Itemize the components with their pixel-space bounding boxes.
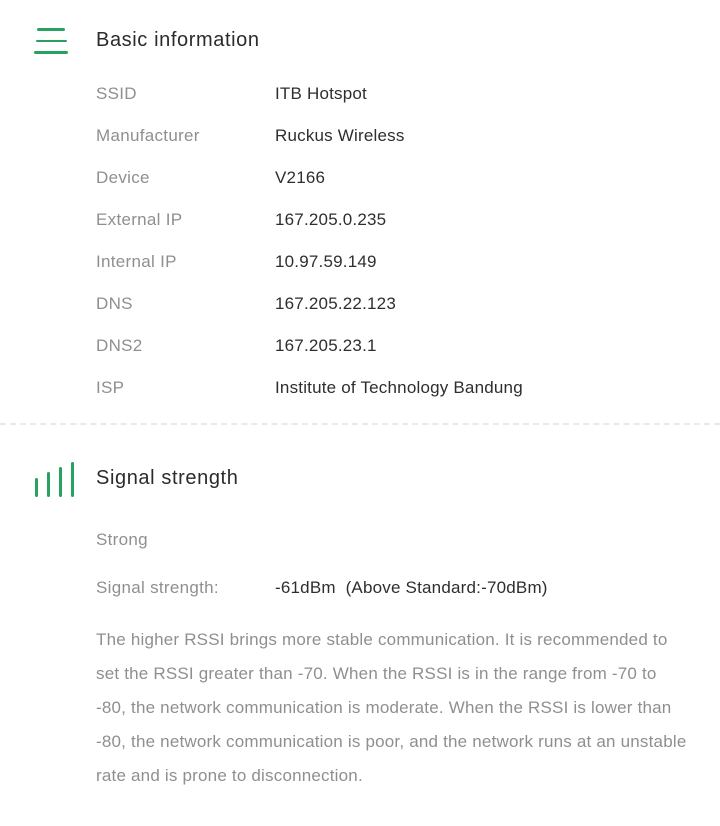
- signal-status: Strong: [96, 529, 148, 549]
- info-value: 167.205.22.123: [275, 293, 396, 313]
- info-label: SSID: [96, 83, 137, 103]
- info-label: ISP: [96, 377, 125, 397]
- icon-line: [36, 40, 67, 43]
- basic-info-title: Basic information: [96, 29, 260, 52]
- signal-strength-header: [0, 461, 720, 497]
- icon-line: [34, 51, 68, 54]
- icon-bar: [47, 472, 50, 497]
- info-value: ITB Hotspot: [275, 83, 367, 103]
- info-value: 10.97.59.149: [275, 251, 377, 271]
- info-row-isp: [96, 367, 720, 409]
- info-row-internal-ip: [96, 241, 720, 283]
- info-row-ssid: [96, 73, 720, 115]
- info-row-manufacturer: [96, 115, 720, 157]
- info-label: DNS: [96, 293, 133, 313]
- basic-info-rows: [96, 73, 720, 409]
- info-label: Internal IP: [96, 251, 177, 271]
- info-row-dns2: [96, 325, 720, 367]
- info-row-dns: [96, 283, 720, 325]
- info-value: Institute of Technology Bandung: [275, 377, 523, 397]
- info-row-device: [96, 157, 720, 199]
- signal-strength-title: Signal strength: [96, 467, 239, 489]
- info-label: DNS2: [96, 335, 143, 355]
- icon-line: [37, 28, 65, 31]
- info-row-external-ip: [96, 199, 720, 241]
- signal-strength-label: Signal strength:: [96, 577, 219, 597]
- info-value: Ruckus Wireless: [275, 125, 405, 145]
- signal-strength-value: -61dBm (Above Standard:-70dBm): [275, 577, 548, 597]
- signal-strength-section: [0, 461, 720, 793]
- info-value: V2166: [275, 167, 326, 187]
- info-value: 167.205.0.235: [275, 209, 387, 229]
- info-label: Device: [96, 167, 150, 187]
- signal-bars-icon: [35, 461, 75, 497]
- section-divider: [0, 423, 720, 425]
- basic-info-section: [0, 0, 720, 409]
- rssi-description: The higher RSSI brings more stable communication. It is recommended to set the RSSI greater than -70. When the RSSI is in the range from -70 to -80, the network communication is moderate. When the RSSI is lower than -80, the network communication is poor, and the network runs at an unstable rate and is prone to disconnection.: [96, 629, 687, 785]
- list-lines-icon: [33, 28, 69, 54]
- icon-bar: [59, 467, 62, 497]
- icon-bar: [71, 462, 74, 497]
- basic-info-header: [0, 0, 720, 54]
- info-label: Manufacturer: [96, 125, 200, 145]
- signal-value-row: [96, 578, 720, 598]
- info-label: External IP: [96, 209, 183, 229]
- info-value: 167.205.23.1: [275, 335, 377, 355]
- icon-bar: [35, 478, 38, 497]
